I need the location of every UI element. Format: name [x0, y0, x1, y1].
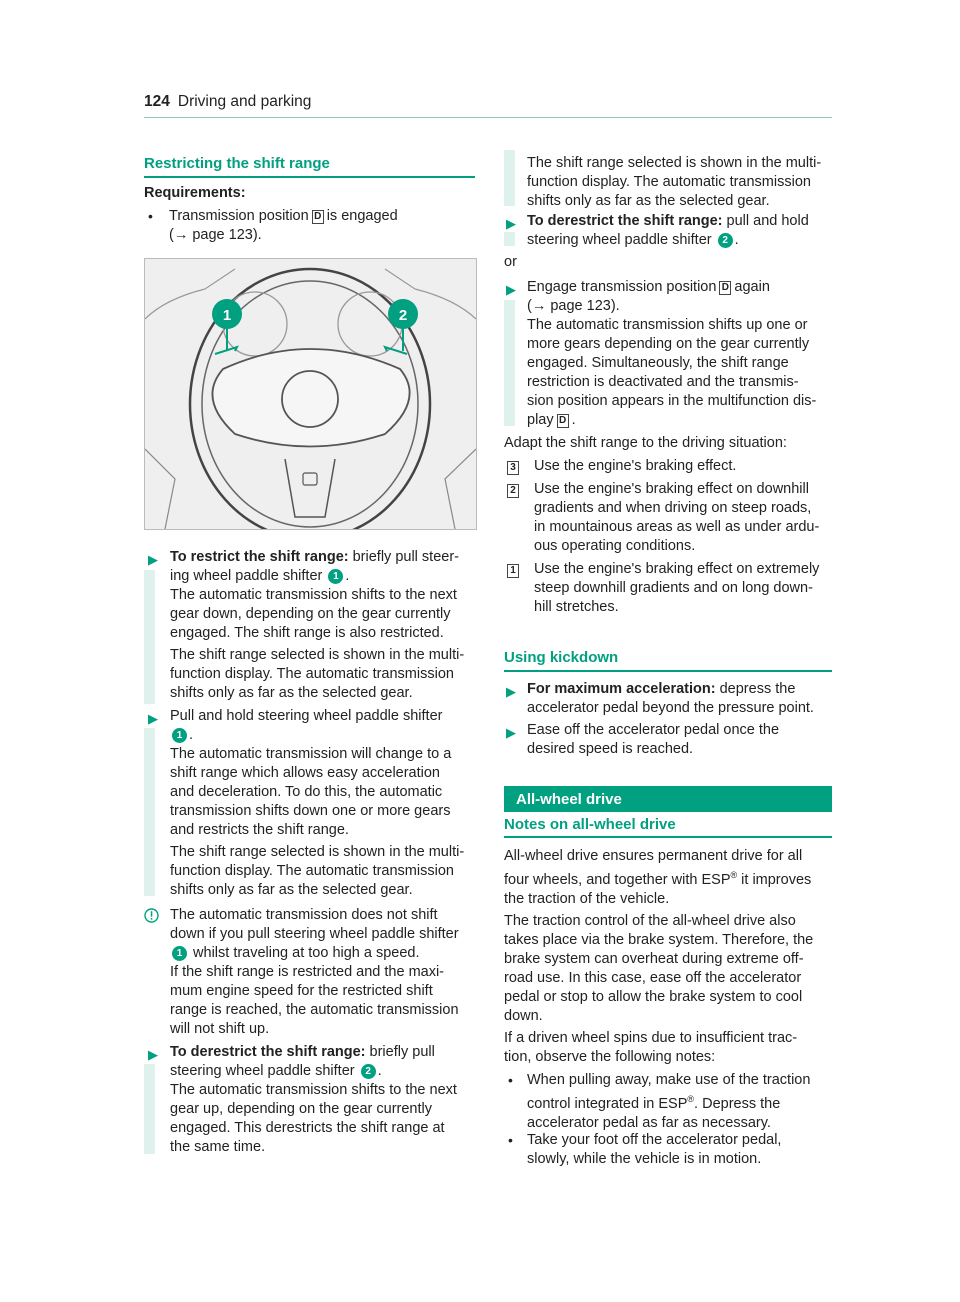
step-bar [504, 232, 515, 246]
note-line: will not shift up. [170, 1021, 270, 1037]
text-line: pedal or stop to allow the brake system to cool [504, 988, 803, 1005]
step-bar [504, 300, 515, 426]
text-line: When pulling away, make use of the traction [527, 1072, 811, 1088]
step-arrow-icon: ▶ [506, 216, 516, 231]
step-engage-d [527, 278, 837, 430]
text-line: hill stretches. [534, 599, 619, 615]
step-text: briefly pull [365, 1044, 435, 1060]
text-line: brake system can overheat during extreme off- [504, 950, 804, 967]
step-line [527, 212, 837, 231]
marker-1: 1 [328, 569, 343, 584]
text-line: steep downhill gradients and on long down- [534, 580, 813, 596]
marker-2: 2 [718, 233, 733, 248]
step-line: The automatic transmission shifts up one or [527, 317, 808, 333]
section-title-kickdown: Using kickdown [504, 649, 619, 666]
text-line: takes place via the brake system. Therefore, the [504, 931, 814, 948]
gear-1-text [534, 560, 834, 617]
text-line: Take your foot off the accelerator pedal, [527, 1132, 782, 1148]
step-line: The shift range selected is shown in the multi- [170, 647, 465, 663]
text-span: . Depress the [694, 1095, 781, 1112]
section-rule [504, 670, 832, 672]
section-rule [144, 176, 475, 178]
step-line: the same time. [170, 1139, 266, 1155]
requirements-label: Requirements: [144, 185, 246, 201]
step-arrow-icon: ▶ [148, 711, 158, 726]
step-line: and deceleration. To do this, the automatic [170, 784, 443, 800]
registered-mark: ® [730, 870, 738, 880]
gear-2-symbol: 2 [507, 484, 519, 498]
req-text: Transmission position [169, 208, 309, 224]
note-block [170, 906, 480, 1039]
step-text: play [527, 412, 554, 428]
step-line: steering wheel paddle shifter 2 . [170, 1063, 382, 1079]
text-line: down. [504, 1007, 543, 1024]
step-arrow-icon: ▶ [148, 552, 158, 567]
text-span: it improves [737, 871, 812, 888]
note-line: mum engine speed for the restricted shift [170, 983, 433, 999]
step-arrow-icon: ▶ [148, 1047, 158, 1062]
header-divider [144, 117, 832, 118]
awd-body [504, 847, 834, 1067]
page-reference[interactable]: (→ page 123). [169, 227, 262, 243]
info-icon [144, 908, 159, 923]
gear-3-symbol: 3 [507, 461, 519, 475]
section-title-awd-notes: Notes on all-wheel drive [504, 816, 676, 833]
step-line: function display. The automatic transmission [170, 666, 454, 682]
note-line: The automatic transmission does not shift [170, 907, 438, 923]
text-span: control integrated in ESP [527, 1095, 688, 1112]
chapter-band [504, 786, 832, 812]
step-line: gear down, depending on the gear currently [170, 606, 451, 622]
note-line: If the shift range is restricted and the maxi- [170, 964, 445, 980]
step-line: desired speed is reached. [527, 741, 694, 757]
continued-text [527, 154, 837, 211]
adapt-text: Adapt the shift range to the driving situation: [504, 435, 787, 451]
step-bar [504, 150, 515, 206]
step-line: The automatic transmission shifts to the next [170, 587, 457, 603]
step-bar [144, 728, 155, 896]
steering-wheel-illustration [144, 258, 477, 530]
step-text: pull and hold [722, 213, 809, 229]
bullet: • [508, 1132, 513, 1148]
text-span: four wheels, and together with ESP [504, 871, 731, 888]
step-line: shifts only as far as the selected gear. [170, 685, 413, 701]
text-line: slowly, while the vehicle is in motion. [527, 1151, 762, 1167]
text-line: All-wheel drive ensures permanent drive for all [504, 848, 803, 864]
chapter-title: All-wheel drive [516, 791, 622, 808]
awd-bullet-1 [527, 1071, 837, 1133]
note-text: whilst traveling at too high a speed. [193, 945, 420, 961]
step-label: To derestrict the shift range: [527, 213, 723, 229]
text-line: The shift range selected is shown in the multi- [527, 155, 822, 171]
step-ease-off [527, 721, 837, 759]
step-line: The automatic transmission shifts to the next [170, 1082, 457, 1098]
text-line [527, 1090, 837, 1114]
text-line: function display. The automatic transmission [527, 174, 811, 190]
step-line: ing wheel paddle shifter 1 . [170, 568, 350, 584]
text-line: road use. In this case, ease off the accelerator [504, 969, 802, 986]
step-text: steering wheel paddle shifter [170, 1063, 355, 1079]
step-line: restriction is deactivated and the transmis- [527, 374, 799, 390]
step-label: For maximum acceleration: [527, 681, 716, 697]
step-arrow-icon: ▶ [506, 725, 516, 740]
step-line [527, 680, 837, 699]
step-line [170, 1043, 480, 1062]
step-line: function display. The automatic transmission [170, 863, 454, 879]
note-line [170, 944, 480, 963]
step-derestrict [170, 1043, 480, 1157]
step-line [527, 278, 837, 297]
registered-mark: ® [687, 1094, 695, 1104]
step-line: Pull and hold steering wheel paddle shifter [170, 708, 443, 724]
page-reference[interactable]: (→ page 123). [527, 298, 620, 314]
step-line: sion position appears in the multifunction dis- [527, 393, 817, 409]
steering-wheel-image [145, 259, 476, 529]
step-line: shift range which allows easy acceleration [170, 765, 440, 781]
callout-2-label: 2 [398, 307, 408, 324]
step-text: depress the [715, 681, 796, 697]
step-label: To derestrict the shift range: [170, 1044, 366, 1060]
step-line [170, 548, 480, 567]
section-rule [504, 836, 832, 838]
step-derestrict-hold [527, 212, 837, 250]
step-line: engaged. Simultaneously, the shift range [527, 355, 789, 371]
bullet: • [148, 208, 153, 224]
req-text-end: is engaged [326, 208, 398, 224]
note-line: range is reached, the automatic transmission [170, 1002, 459, 1018]
text-line: ous operating conditions. [534, 538, 696, 554]
text-line: If a driven wheel spins due to insufficient trac- [504, 1029, 798, 1046]
text-line: tion, observe the following notes: [504, 1048, 716, 1065]
bullet: • [508, 1072, 513, 1088]
step-restrict [170, 548, 480, 703]
step-arrow-icon: ▶ [506, 684, 516, 699]
step-arrow-icon: ▶ [506, 282, 516, 297]
text-line: in mountainous areas as well as under ardu- [534, 519, 820, 535]
step-line: accelerator pedal beyond the pressure point. [527, 700, 814, 716]
step-line: gear up, depending on the gear currently [170, 1101, 432, 1117]
or-text: or [504, 254, 517, 270]
step-line: engaged. The shift range is also restricted. [170, 625, 444, 641]
requirement-line [169, 207, 398, 226]
section-title-restricting: Restricting the shift range [144, 155, 330, 172]
step-line: Ease off the accelerator pedal once the [527, 722, 780, 738]
step-line: steering wheel paddle shifter 2 . [527, 232, 739, 248]
gear-d-symbol: D [557, 414, 569, 428]
step-line: engaged. This derestricts the shift range at [170, 1120, 445, 1136]
step-text: steering wheel paddle shifter [527, 232, 712, 248]
note-line: down if you pull steering wheel paddle shifter [170, 926, 459, 942]
step-line: transmission shifts down one or more gears [170, 803, 451, 819]
step-line: The shift range selected is shown in the multi- [170, 844, 465, 860]
callout-1-label: 1 [222, 307, 232, 324]
page-number: 124 [144, 93, 170, 110]
step-text: briefly pull steer- [348, 549, 459, 565]
step-pull-hold [170, 707, 480, 900]
step-text: ing wheel paddle shifter [170, 568, 323, 584]
page-header [144, 92, 311, 111]
header-section: Driving and parking [177, 93, 312, 110]
step-text: again [734, 279, 770, 295]
step-line: and restricts the shift range. [170, 822, 349, 838]
step-text: Engage transmission position [527, 279, 717, 295]
step-bar [144, 570, 155, 704]
step-line: 1 . [170, 726, 480, 745]
gear-3-text: Use the engine's braking effect. [534, 458, 737, 474]
gear-2-text [534, 480, 834, 556]
gear-1-symbol: 1 [507, 564, 519, 578]
step-bar [144, 1064, 155, 1154]
step-line: more gears depending on the gear currently [527, 336, 810, 352]
text-line: gradients and when driving on steep roads, [534, 500, 812, 516]
gear-d-symbol: D [312, 210, 324, 224]
step-line: shifts only as far as the selected gear. [170, 882, 413, 898]
step-max-acceleration [527, 680, 837, 718]
marker-1: 1 [172, 946, 187, 961]
text-line: shifts only as far as the selected gear. [527, 193, 770, 209]
awd-bullet-2 [527, 1131, 837, 1169]
marker-1: 1 [172, 728, 187, 743]
text-line: Use the engine's braking effect on downhill [534, 481, 809, 497]
text-line: The traction control of the all-wheel drive also [504, 912, 796, 929]
text-line: accelerator pedal as far as necessary. [527, 1114, 771, 1131]
text-line: the traction of the vehicle. [504, 890, 670, 907]
text-line [504, 866, 834, 890]
marker-2: 2 [361, 1064, 376, 1079]
step-line: play D . [527, 412, 576, 428]
gear-d-symbol: D [719, 281, 731, 295]
step-label: To restrict the shift range: [170, 549, 349, 565]
step-line: The automatic transmission will change to a [170, 746, 452, 762]
text-line: Use the engine's braking effect on extremely [534, 561, 820, 577]
